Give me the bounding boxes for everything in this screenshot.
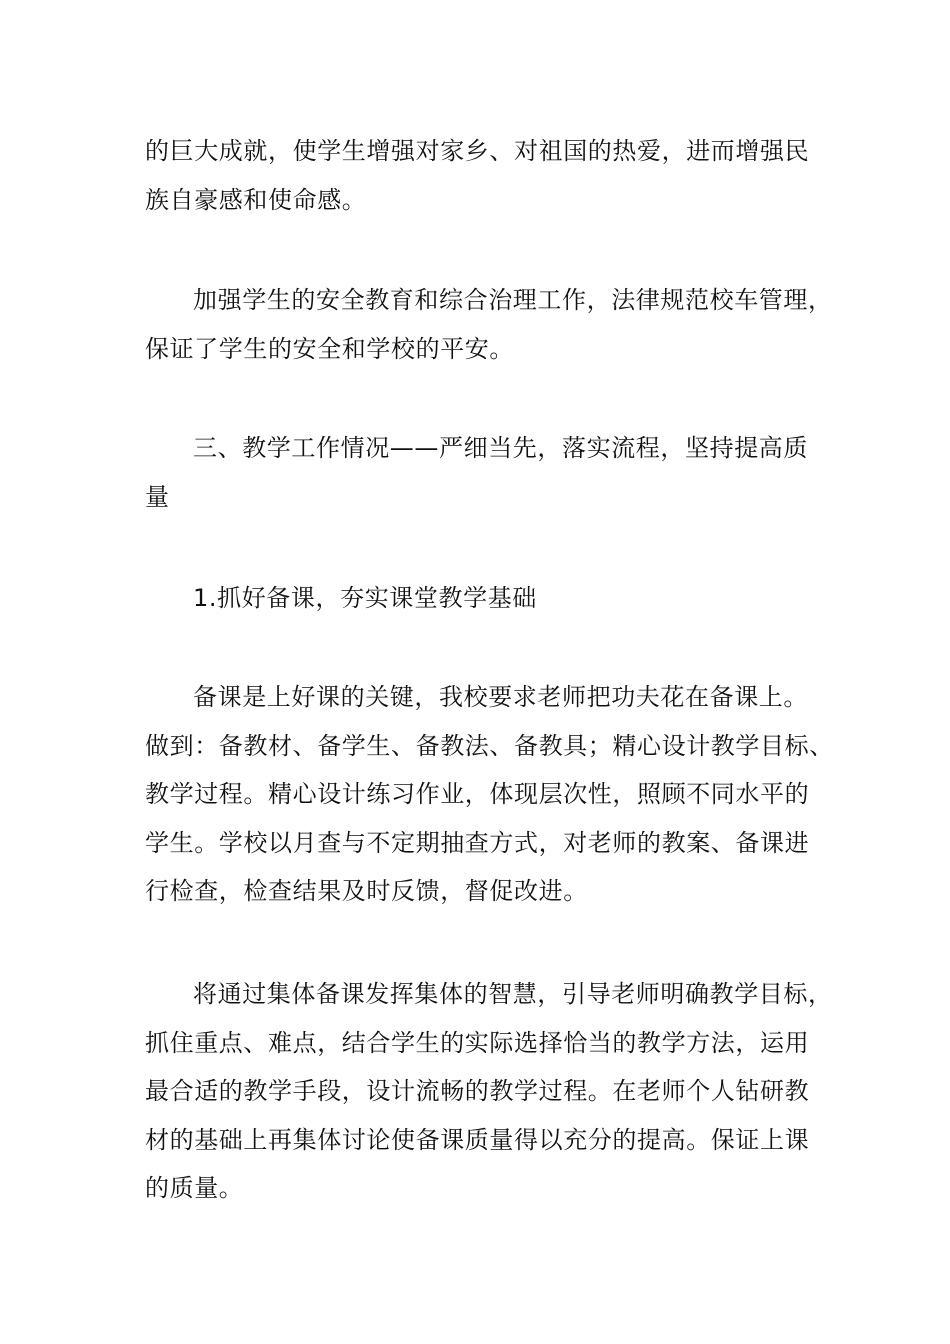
paragraph-lesson-preparation <box>145 673 835 916</box>
paragraph-safety-education <box>145 276 835 373</box>
text-line: 抓住重点、难点，结合学生的实际选择恰当的教学方法，运用 <box>145 1028 810 1057</box>
paragraph-national-pride <box>145 127 835 224</box>
text-line: 族自豪感和使命感。 <box>145 185 367 214</box>
text-line: 教学过程。精心设计练习作业，体现层次性，照顾不同水平的 <box>145 780 810 808</box>
text-line: 材的基础上再集体讨论使备课质量得以充分的提高。保证上课 <box>145 1125 810 1154</box>
text-line: 学生。学校以月查与不定期抽查方式，对老师的教案、备课进 <box>145 828 810 857</box>
text-line: 的巨大成就，使学生增强对家乡、对祖国的热爱，进而增强民 <box>145 137 810 165</box>
section-heading-teaching-work <box>145 424 835 521</box>
text-line: 备课是上好课的关键，我校要求老师把功夫花在备课上。 <box>193 683 808 711</box>
text-line: 加强学生的安全教育和综合治理工作，法律规范校车管理， <box>193 286 833 314</box>
text-line: 的质量。 <box>145 1174 244 1202</box>
text-line: 1.抓好备课，夯实课堂教学基础 <box>193 584 537 612</box>
text-line: 量 <box>145 482 170 511</box>
text-line: 行检查，检查结果及时反馈，督促改进。 <box>145 877 588 905</box>
text-line: 做到：备教材、备学生、备教法、备教具；精心设计教学目标、 <box>145 731 834 760</box>
text-line: 保证了学生的安全和学校的平安。 <box>145 334 514 363</box>
text-line: 最合适的教学手段，设计流畅的教学过程。在老师个人钻研教 <box>145 1077 810 1105</box>
text-line: 将通过集体备课发挥集体的智慧，引导老师明确教学目标， <box>193 980 833 1008</box>
subheading-lesson-preparation <box>145 574 835 623</box>
text-line: 三、教学工作情况——严细当先，落实流程，坚持提高质 <box>193 434 808 462</box>
paragraph-collective-preparation <box>145 970 835 1213</box>
